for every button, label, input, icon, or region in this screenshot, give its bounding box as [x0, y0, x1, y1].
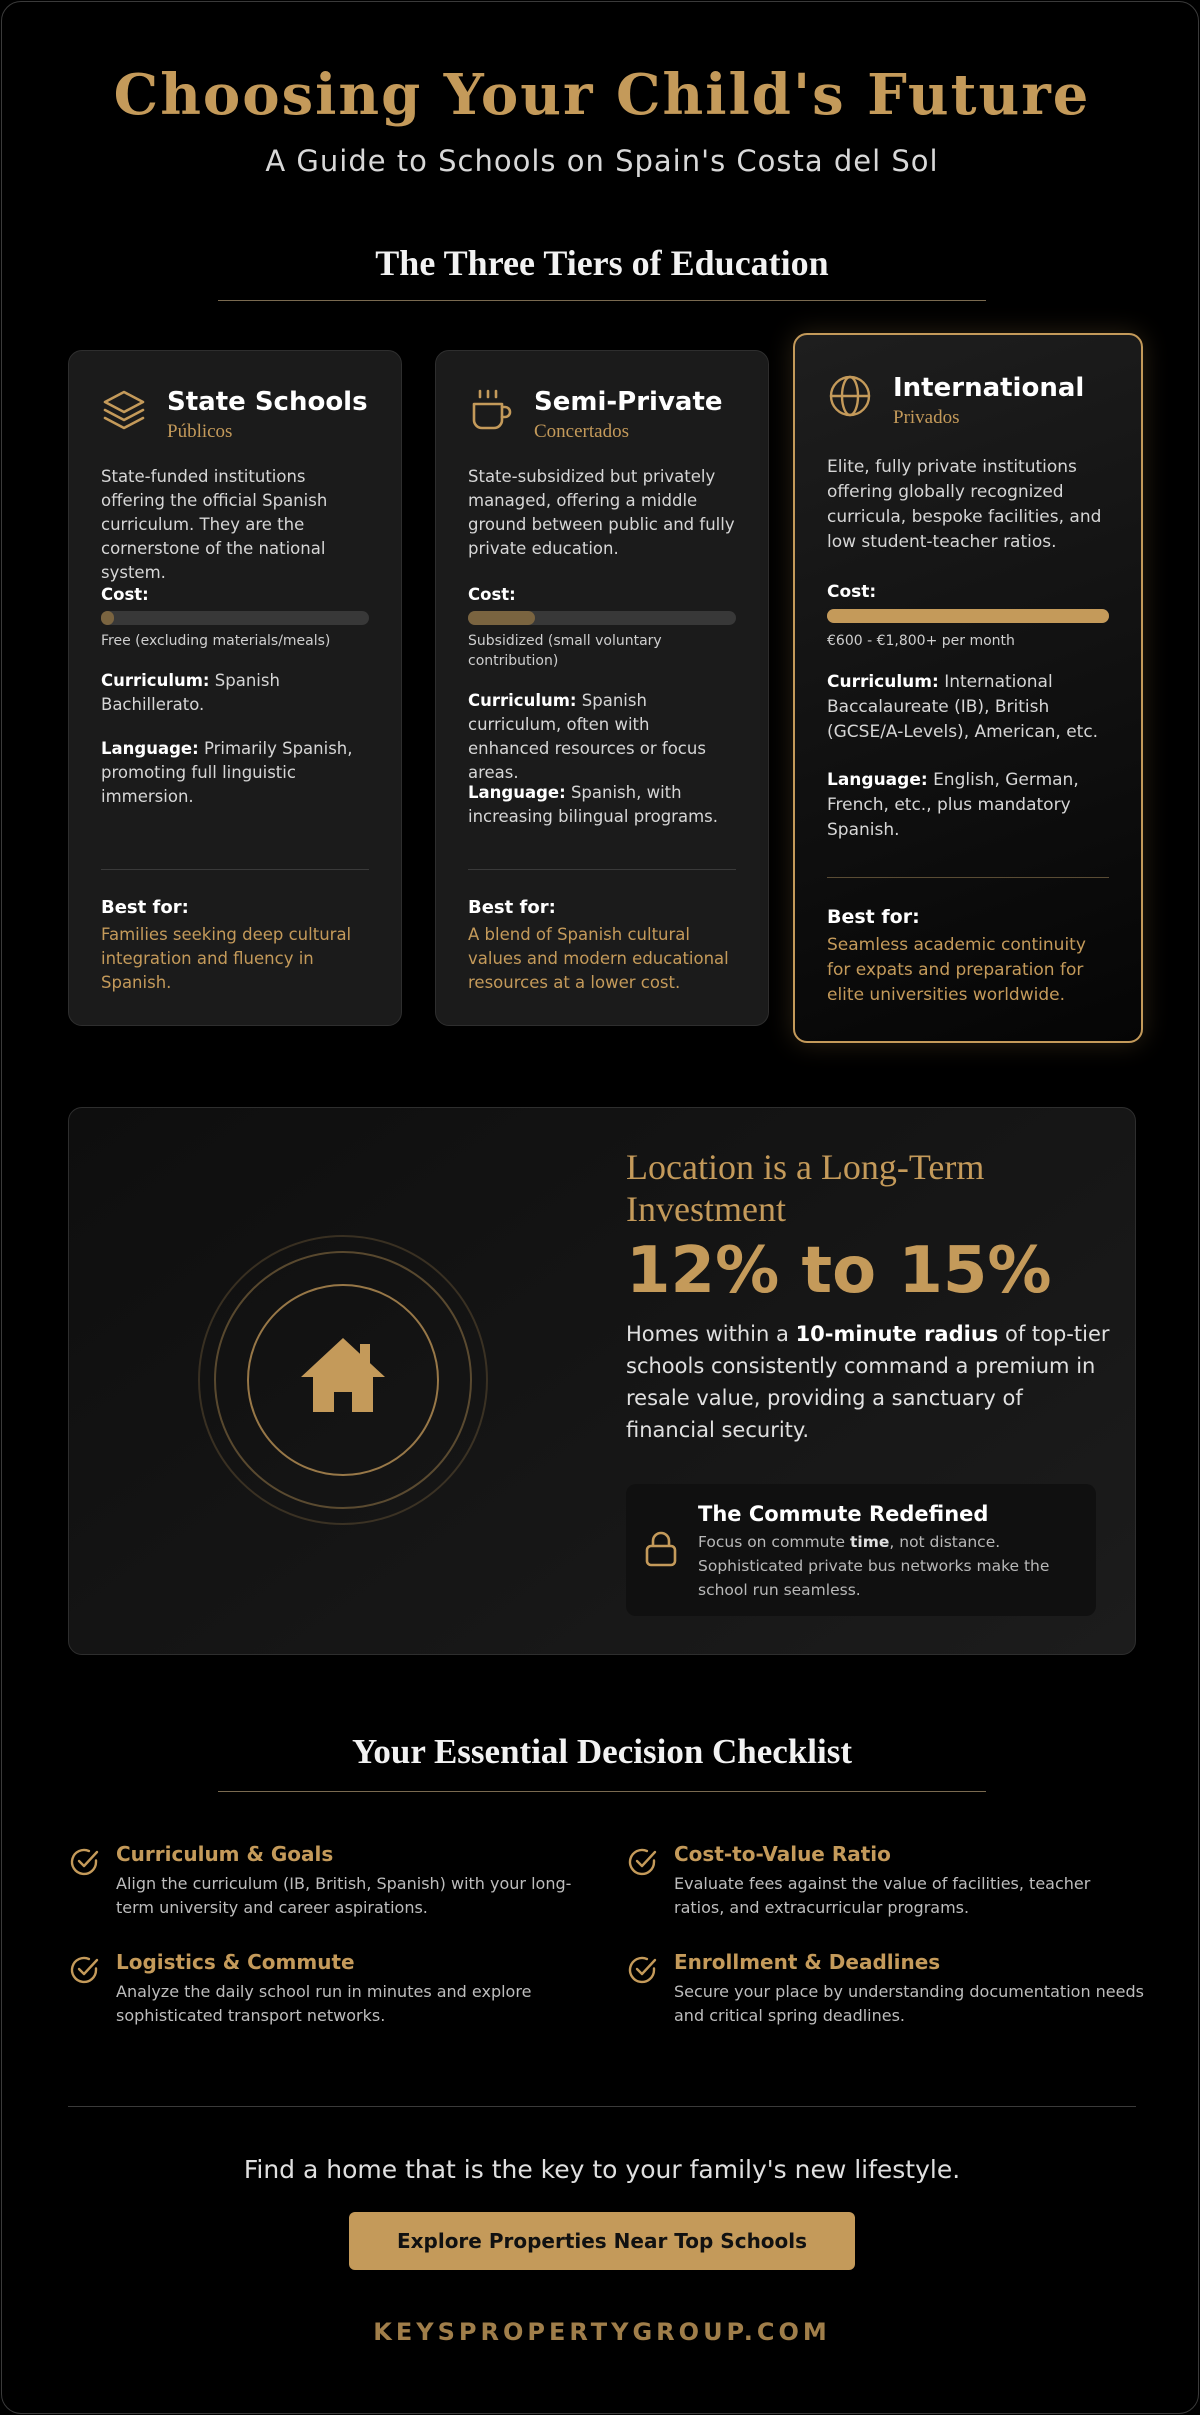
location-panel	[68, 1107, 1136, 1655]
lock-icon	[644, 1530, 678, 1568]
cost-bar-fill	[468, 611, 535, 625]
location-description: Homes within a 10-minute radius of top-tier schools consistently command a premium in resale value, providing a sanctuary of financial security.	[626, 1322, 1110, 1442]
commute-title: The Commute Redefined	[698, 1502, 989, 1526]
card-divider	[468, 869, 736, 870]
curriculum-info: Curriculum: Spanish curriculum, often with enhanced resources or focus areas.	[468, 691, 706, 782]
cost-bar	[468, 611, 736, 625]
cost-label: Cost:	[827, 582, 877, 602]
checklist-item	[68, 1950, 588, 2030]
language-info: Language: Spanish, with increasing bilingual programs.	[468, 783, 718, 826]
page-title: Choosing Your Child's Future	[113, 62, 1091, 128]
website-link[interactable]: KEYSPROPERTYGROUP.COM	[373, 2318, 831, 2346]
coffee-cup-icon	[468, 387, 514, 433]
card-divider	[827, 877, 1109, 878]
card-title: Semi-Private	[534, 387, 723, 417]
tier-card-semi-private	[435, 350, 769, 1026]
best-for-label: Best for:	[101, 897, 189, 918]
checklist-item	[68, 1842, 588, 1922]
card-header	[827, 373, 1121, 433]
best-for-text: A blend of Spanish cultural values and modern educational resources at a lower cost.	[468, 925, 729, 992]
best-for-label: Best for:	[468, 897, 556, 918]
best-for-text: Seamless academic continuity for expats and preparation for elite universities worldwide.	[827, 935, 1086, 1005]
check-circle-icon	[68, 1954, 100, 1986]
curriculum-info: Curriculum: International Baccalaureate (IB), British (GCSE/A-Levels), American, etc.	[827, 672, 1099, 742]
checklist-item-title: Logistics & Commute	[116, 1950, 355, 1974]
cost-note: €600 - €1,800+ per month	[827, 633, 1015, 649]
layers-icon	[101, 387, 147, 433]
card-divider	[101, 869, 369, 870]
premium-stat: 12% to 15%	[626, 1234, 1052, 1308]
cost-bar	[827, 609, 1109, 623]
cost-bar-fill	[101, 611, 114, 625]
language-info: Language: English, German, French, etc., plus mandatory Spanish.	[827, 770, 1079, 840]
checklist-item-text: Evaluate fees against the value of facilities, teacher ratios, and extracurricular programs.	[674, 1874, 1091, 1917]
card-subtitle: Privados	[893, 407, 960, 428]
cost-bar	[101, 611, 369, 625]
cost-label: Cost:	[468, 585, 516, 604]
page-subtitle: A Guide to Schools on Spain's Costa del Sol	[265, 144, 939, 178]
card-subtitle: Públicos	[167, 421, 233, 442]
card-description: State-subsidized but privately managed, offering a middle ground between public and fully private education.	[468, 467, 735, 558]
checklist-item-text: Secure your place by understanding documentation needs and critical spring deadlines.	[674, 1982, 1144, 2025]
checklist-item-title: Enrollment & Deadlines	[674, 1950, 941, 1974]
checklist-divider	[218, 1791, 986, 1792]
checklist-item-text: Analyze the daily school run in minutes and explore sophisticated transport networks.	[116, 1982, 532, 2025]
checklist-item-text: Align the curriculum (IB, British, Spanish) with your long-term university and career aspirations.	[116, 1874, 572, 1917]
cost-bar-fill	[827, 609, 1109, 623]
tiers-heading: The Three Tiers of Education	[375, 243, 829, 283]
checklist-item	[626, 1842, 1146, 1922]
check-circle-icon	[626, 1846, 658, 1878]
tier-card-state	[68, 350, 402, 1026]
card-title: State Schools	[167, 387, 368, 417]
checklist-item-title: Curriculum & Goals	[116, 1842, 334, 1866]
card-subtitle: Concertados	[534, 421, 629, 442]
best-for-text: Families seeking deep cultural integration and fluency in Spanish.	[101, 925, 352, 992]
checklist-item	[626, 1950, 1146, 2030]
tier-card-international	[793, 333, 1143, 1043]
card-description: Elite, fully private institutions offering globally recognized curricula, bespoke facilities, and low student-teacher ratios.	[827, 457, 1102, 552]
location-title: Location is a Long-Term Investment	[626, 1147, 985, 1229]
explore-properties-button[interactable]: Explore Properties Near Top Schools	[349, 2212, 855, 2270]
checklist-heading: Your Essential Decision Checklist	[351, 1732, 853, 1771]
commute-text: Focus on commute time, not distance. Sophisticated private bus networks make the school run seamless.	[698, 1533, 1050, 1599]
card-description: State-funded institutions offering the official Spanish curriculum. They are the cornerstone of the national system.	[101, 467, 328, 582]
globe-icon	[827, 373, 873, 419]
cost-note: Free (excluding materials/meals)	[101, 633, 331, 649]
language-info: Language: Primarily Spanish, promoting full linguistic immersion.	[101, 739, 353, 806]
house-icon	[197, 1234, 489, 1526]
footer-tagline: Find a home that is the key to your family's new lifestyle.	[243, 2155, 961, 2184]
cost-label: Cost:	[101, 585, 149, 604]
curriculum-info: Curriculum: Spanish Bachillerato.	[101, 671, 280, 714]
best-for-label: Best for:	[827, 906, 920, 928]
checklist-item-title: Cost-to-Value Ratio	[674, 1842, 891, 1866]
card-header	[101, 387, 381, 447]
commute-callout	[626, 1484, 1096, 1616]
card-header	[468, 387, 748, 447]
tiers-divider	[218, 300, 986, 301]
check-circle-icon	[626, 1954, 658, 1986]
check-circle-icon	[68, 1846, 100, 1878]
cost-note: Subsidized (small voluntary contribution)	[468, 633, 662, 669]
page-frame	[1, 1, 1199, 2414]
footer-divider	[68, 2106, 1136, 2107]
card-title: International	[893, 373, 1085, 403]
